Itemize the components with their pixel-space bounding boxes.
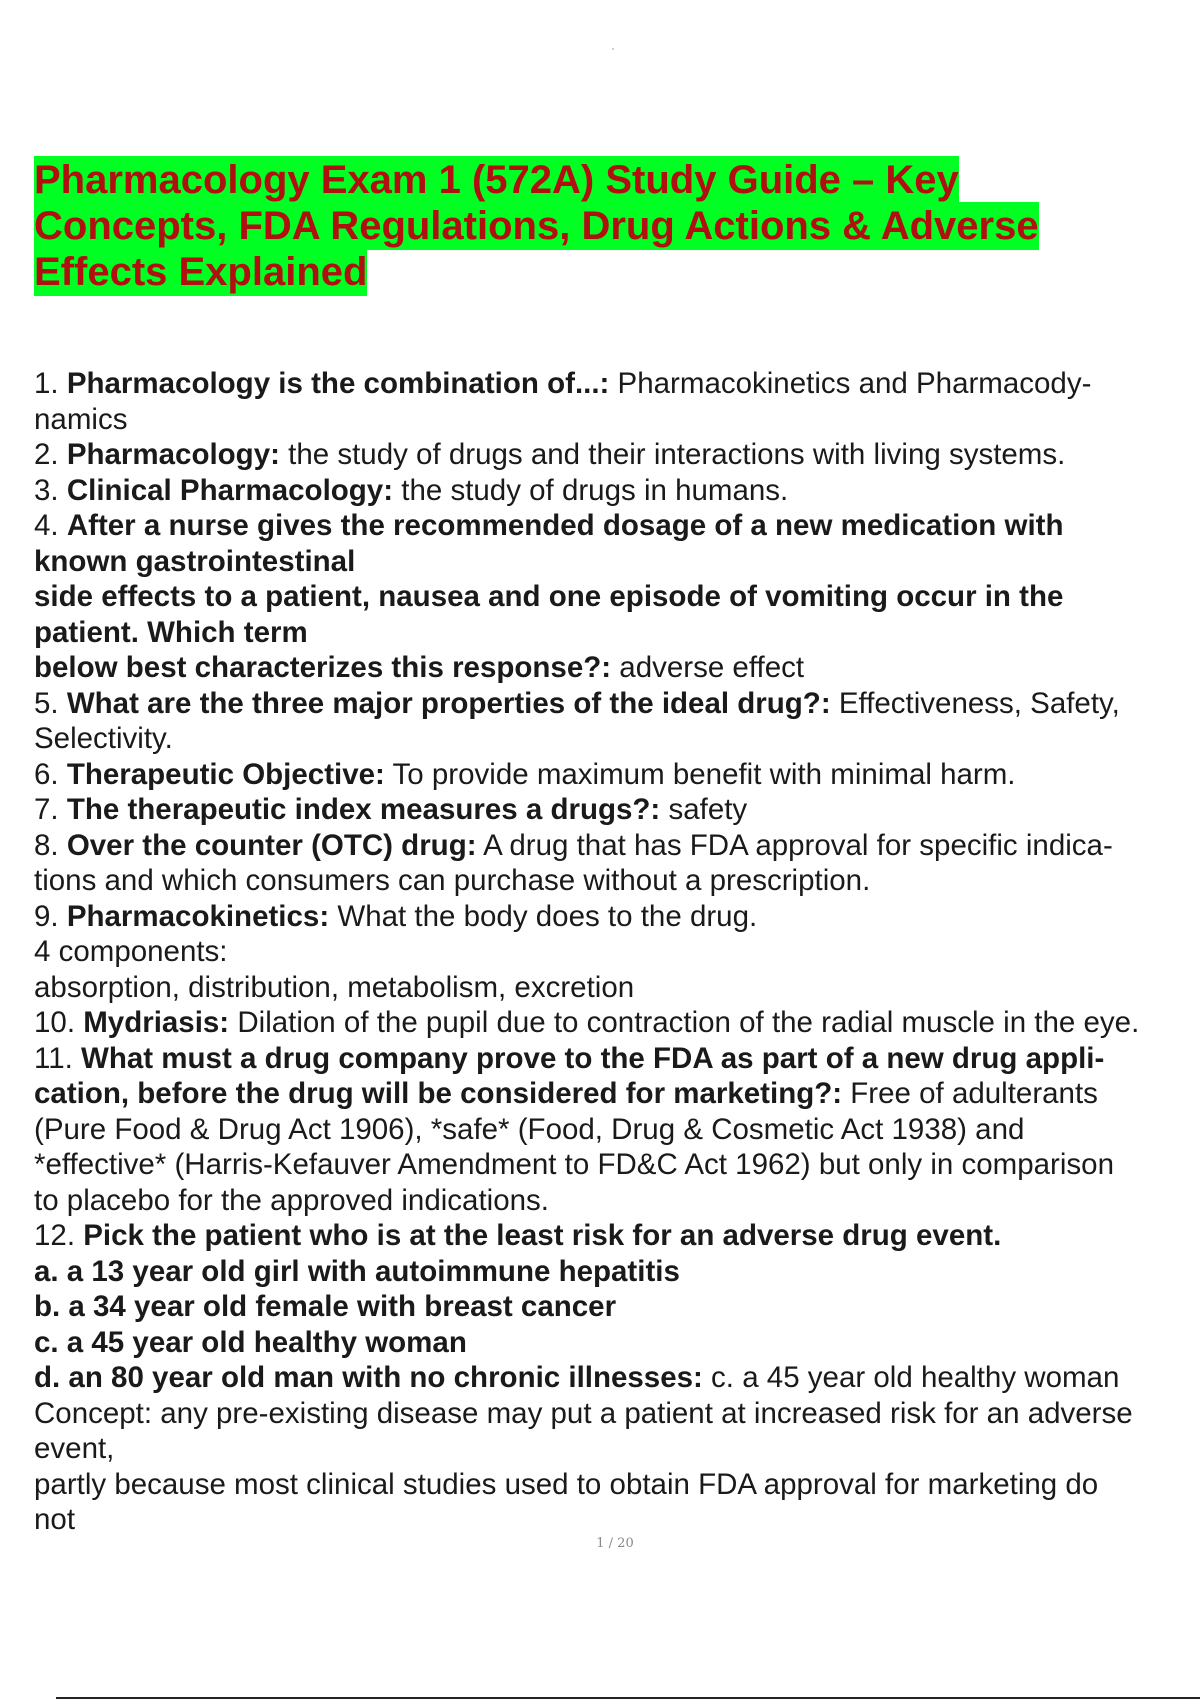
- content-line: [34, 544, 1200, 580]
- content-line: [34, 934, 1200, 970]
- content-line: [34, 1183, 1200, 1219]
- answer-text: namics: [34, 402, 128, 436]
- question-text: c. a 45 year old healthy woman: [34, 1325, 467, 1359]
- content-line: [34, 757, 1200, 793]
- item-number: 4.: [34, 509, 67, 542]
- answer-text: *effective* (Harris-Kefauver Amendment to FD&C Act 1962) but only in comparison: [34, 1148, 1114, 1181]
- content-line: [34, 579, 1200, 615]
- question-text: Pharmacology is the combination of...:: [66, 367, 610, 400]
- item-number: 2.: [34, 438, 67, 471]
- question-text: Mydriasis:: [83, 1006, 230, 1039]
- content-line: [34, 473, 1200, 509]
- question-text: Pharmacology:: [66, 438, 280, 471]
- answer-text: not: [34, 1503, 76, 1536]
- content-line: [34, 1218, 1200, 1254]
- answer-text: To provide maximum benefit with minimal harm.: [384, 757, 1016, 791]
- content-line: [34, 366, 1200, 402]
- answer-text: event,: [34, 1432, 115, 1465]
- question-text: Pick the patient who is at the least risk for an adverse drug event.: [83, 1219, 1002, 1252]
- document-title-text: Pharmacology Exam 1 (572A) Study Guide – Key Concepts, FDA Regulations, Drug Actions & Adverse Effects Explained: [34, 158, 1039, 294]
- answer-text: safety: [660, 793, 748, 826]
- answer-text: Concept: any pre-existing disease may put a patient at increased risk for an adverse: [34, 1396, 1133, 1430]
- question-text: Clinical Pharmacology:: [66, 473, 394, 507]
- question-text: The therapeutic index measures a drugs?:: [66, 793, 661, 826]
- content-line: [34, 508, 1200, 544]
- content-line: [34, 1041, 1200, 1077]
- item-number: 10.: [34, 1006, 84, 1039]
- item-number: 11.: [34, 1041, 82, 1075]
- content-line: [34, 686, 1200, 722]
- answer-text: to placebo for the approved indications.: [34, 1183, 549, 1217]
- item-number: 6.: [34, 757, 67, 791]
- answer-text: Pharmacokinetics and Pharmacody-: [609, 367, 1092, 400]
- answer-text: partly because most clinical studies used to obtain FDA approval for marketing do: [34, 1467, 1099, 1501]
- question-text: patient. Which term: [34, 615, 308, 649]
- answer-text: 4 components:: [34, 935, 228, 968]
- content-line: [34, 1431, 1200, 1467]
- question-text: b. a 34 year old female with breast cancer: [34, 1290, 617, 1323]
- content-line: [34, 721, 1200, 757]
- item-number: 9.: [34, 899, 67, 933]
- answer-text: absorption, distribution, metabolism, excretion: [34, 970, 635, 1004]
- question-text: cation, before the drug will be considered for marketing?:: [34, 1077, 843, 1110]
- answer-text: Effectiveness, Safety,: [830, 686, 1120, 720]
- content-line: [34, 402, 1200, 438]
- content-line: [34, 1289, 1200, 1325]
- question-text: known gastrointestinal: [34, 544, 356, 578]
- bottom-divider: [56, 1697, 1200, 1699]
- content-line: [34, 1325, 1200, 1361]
- content-line: [34, 1005, 1200, 1041]
- question-text: side effects to a patient, nausea and one episode of vomiting occur in the: [34, 580, 1064, 613]
- question-text: What must a drug company prove to the FDA as part of a new drug appli-: [81, 1041, 1105, 1075]
- scan-mark: [612, 48, 614, 50]
- content-line: [34, 899, 1200, 935]
- content-line: [34, 1360, 1200, 1396]
- answer-text: adverse effect: [611, 651, 805, 684]
- content-line: [34, 792, 1200, 828]
- content-line: [34, 1396, 1200, 1432]
- content-line: [34, 1502, 1200, 1538]
- content-line: [34, 615, 1200, 651]
- content-line: [34, 970, 1200, 1006]
- answer-text: c. a 45 year old healthy woman: [702, 1361, 1120, 1394]
- answer-text: A drug that has FDA approval for specific indica-: [476, 828, 1113, 862]
- item-number: 8.: [34, 828, 67, 862]
- answer-text: the study of drugs and their interactions with living systems.: [279, 438, 1066, 471]
- content-line: [34, 650, 1200, 686]
- answer-text: the study of drugs in humans.: [393, 473, 789, 507]
- content-line: [34, 1254, 1200, 1290]
- answer-text: tions and which consumers can purchase without a prescription.: [34, 864, 871, 897]
- content-line: [34, 437, 1200, 473]
- question-text: Pharmacokinetics:: [66, 899, 330, 933]
- item-number: 5.: [34, 686, 67, 720]
- content-line: [34, 1076, 1200, 1112]
- content-line: [34, 1147, 1200, 1183]
- question-text: d. an 80 year old man with no chronic illnesses:: [34, 1361, 703, 1394]
- item-number: 7.: [34, 793, 67, 826]
- question-text: What are the three major properties of the ideal drug?:: [66, 686, 831, 720]
- content-line: [34, 1467, 1200, 1503]
- question-text: below best characterizes this response?:: [34, 651, 612, 684]
- document-title: [34, 157, 1154, 295]
- answer-text: What the body does to the drug.: [329, 899, 758, 933]
- page-number: 1 / 20: [596, 1536, 634, 1551]
- question-text: Over the counter (OTC) drug:: [66, 828, 477, 862]
- content-line: [34, 863, 1200, 899]
- content-line: [34, 828, 1200, 864]
- answer-text: (Pure Food & Drug Act 1906), *safe* (Food, Drug & Cosmetic Act 1938) and: [34, 1112, 1025, 1146]
- question-text: Therapeutic Objective:: [66, 757, 385, 791]
- item-number: 3.: [34, 473, 67, 507]
- answer-text: Dilation of the pupil due to contraction of the radial muscle in the eye.: [229, 1006, 1140, 1039]
- item-number: 12.: [34, 1219, 84, 1252]
- content-line: [34, 1112, 1200, 1148]
- question-text: a. a 13 year old girl with autoimmune hepatitis: [34, 1254, 680, 1288]
- answer-text: Free of adulterants: [842, 1077, 1098, 1110]
- item-number: 1.: [34, 367, 67, 400]
- answer-text: Selectivity.: [34, 722, 173, 755]
- question-text: After a nurse gives the recommended dosage of a new medication with: [66, 509, 1064, 542]
- study-guide-content: [34, 366, 1200, 1538]
